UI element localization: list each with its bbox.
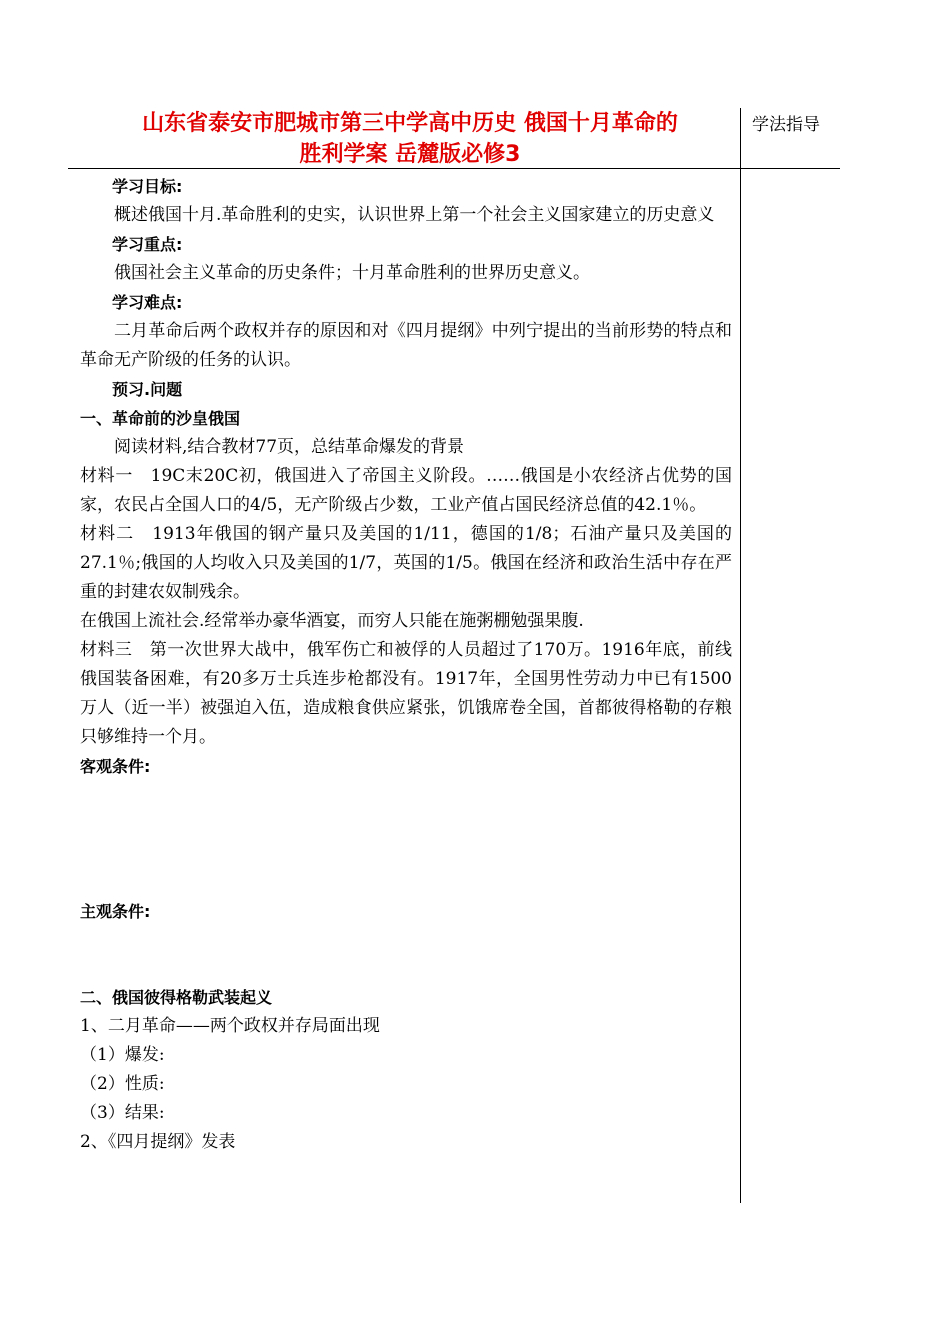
page-title-line2: 胜利学案 岳麓版必修3 [299, 142, 521, 167]
material-2-extra: 在俄国上流社会.经常举办豪华酒宴，而穷人只能在施粥棚勉强果腹. [80, 611, 584, 631]
section1-title: 一、革命前的沙皇俄国 [80, 409, 241, 428]
item-1-sub-2: （2）性质: [80, 1074, 165, 1094]
answer-space-objective [80, 781, 732, 897]
section2-title: 二、俄国彼得格勒武装起义 [80, 988, 273, 1007]
header-divider-horizontal [68, 168, 840, 169]
difficulty-label: 学习难点: [112, 293, 183, 312]
goal-text: 概述俄国十月.革命胜利的史实，认识世界上第一个社会主义国家建立的历史意义 [114, 205, 715, 225]
preview-label: 预习.问题 [112, 380, 183, 399]
item-2: 2、《四月提纲》发表 [80, 1132, 236, 1152]
item-1: 1、二月革命——两个政权并存局面出现 [80, 1016, 380, 1036]
page-title [80, 108, 740, 170]
material-3: 材料三 第一次世界大战中，俄军伤亡和被俘的人员超过了170万。1916年底，前线俄国装备困难，有20多万士兵连步枪都没有。1917年，全国男性劳动力中已有1500万人（近一半）被强迫入伍，造成粮食供应紧张，饥饿席卷全国，首都彼得格勒的存粮只够维持一个月。 [80, 640, 732, 747]
column-divider-vertical [740, 108, 741, 1203]
key-label: 学习重点: [112, 235, 183, 254]
answer-space-subjective [80, 926, 732, 983]
side-column-header: 学法指导 [752, 115, 820, 135]
page-title-line1: 山东省泰安市肥城市第三中学高中历史 俄国十月革命的 [142, 111, 678, 136]
main-content [80, 172, 732, 1157]
material-2: 材料二 1913年俄国的钢产量只及美国的1/11，德国的1/8；石油产量只及美国的27.1％;俄国的人均收入只及美国的1/7，英国的1/5。俄国在经济和政治生活中存在严重的封建农奴制残余。 [80, 524, 732, 602]
goal-label: 学习目标: [112, 177, 183, 196]
objective-label: 客观条件: [80, 757, 151, 776]
item-1-sub-3: （3）结果: [80, 1103, 165, 1123]
key-text: 俄国社会主义革命的历史条件；十月革命胜利的世界历史意义。 [114, 263, 590, 283]
section1-intro: 阅读材料,结合教材77页，总结革命爆发的背景 [114, 437, 465, 457]
difficulty-text: 二月革命后两个政权并存的原因和对《四月提纲》中列宁提出的当前形势的特点和革命无产阶级的任务的认识。 [80, 321, 732, 370]
subjective-label: 主观条件: [80, 902, 151, 921]
item-1-sub-1: （1）爆发: [80, 1045, 165, 1065]
material-1: 材料一 19C末20C初，俄国进入了帝国主义阶段。……俄国是小农经济占优势的国家，农民占全国人口的4/5，无产阶级占少数，工业产值占国民经济总值的42.1％。 [80, 466, 732, 515]
